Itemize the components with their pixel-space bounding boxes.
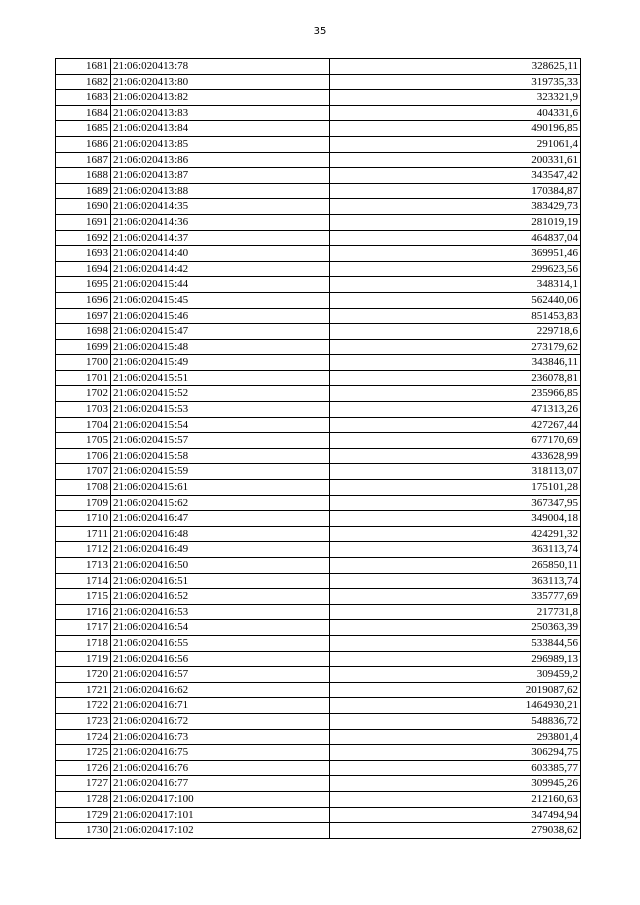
- cadastral-number-cell: 21:06:020416:73: [111, 729, 330, 745]
- cadastral-number-cell: 21:06:020415:46: [111, 308, 330, 324]
- row-number-cell: 1687: [56, 152, 111, 168]
- value-cell: 603385,77: [330, 760, 581, 776]
- row-number-cell: 1698: [56, 324, 111, 340]
- table-row: [56, 464, 581, 480]
- table-row: [56, 324, 581, 340]
- row-number-cell: 1729: [56, 807, 111, 823]
- table-row: [56, 339, 581, 355]
- table-row: [56, 90, 581, 106]
- cadastral-number-cell: 21:06:020413:80: [111, 74, 330, 90]
- row-number-cell: 1686: [56, 136, 111, 152]
- row-number-cell: 1705: [56, 433, 111, 449]
- cadastral-number-cell: 21:06:020416:56: [111, 651, 330, 667]
- value-cell: 383429,73: [330, 199, 581, 215]
- row-number-cell: 1694: [56, 261, 111, 277]
- table-row: [56, 136, 581, 152]
- table-row: [56, 261, 581, 277]
- cadastral-number-cell: 21:06:020413:86: [111, 152, 330, 168]
- value-cell: 349004,18: [330, 511, 581, 527]
- cadastral-number-cell: 21:06:020416:47: [111, 511, 330, 527]
- table-row: [56, 448, 581, 464]
- row-number-cell: 1683: [56, 90, 111, 106]
- table-row: [56, 791, 581, 807]
- value-cell: 229718,6: [330, 324, 581, 340]
- table-row: [56, 246, 581, 262]
- value-cell: 309459,2: [330, 667, 581, 683]
- cadastral-number-cell: 21:06:020414:40: [111, 246, 330, 262]
- table-row: [56, 667, 581, 683]
- cadastral-number-cell: 21:06:020415:49: [111, 355, 330, 371]
- row-number-cell: 1690: [56, 199, 111, 215]
- cadastral-value-table: [55, 58, 581, 839]
- cadastral-number-cell: 21:06:020415:57: [111, 433, 330, 449]
- value-cell: 851453,83: [330, 308, 581, 324]
- cadastral-number-cell: 21:06:020415:58: [111, 448, 330, 464]
- table-row: [56, 386, 581, 402]
- row-number-cell: 1682: [56, 74, 111, 90]
- cadastral-number-cell: 21:06:020413:82: [111, 90, 330, 106]
- row-number-cell: 1725: [56, 745, 111, 761]
- table-row: [56, 729, 581, 745]
- value-cell: 273179,62: [330, 339, 581, 355]
- value-cell: 291061,4: [330, 136, 581, 152]
- table-row: [56, 214, 581, 230]
- cadastral-number-cell: 21:06:020416:53: [111, 604, 330, 620]
- cadastral-number-cell: 21:06:020416:75: [111, 745, 330, 761]
- row-number-cell: 1685: [56, 121, 111, 137]
- cadastral-number-cell: 21:06:020413:87: [111, 168, 330, 184]
- cadastral-number-cell: 21:06:020415:62: [111, 495, 330, 511]
- cadastral-number-cell: 21:06:020414:42: [111, 261, 330, 277]
- cadastral-number-cell: 21:06:020414:36: [111, 214, 330, 230]
- value-cell: 548836,72: [330, 713, 581, 729]
- row-number-cell: 1706: [56, 448, 111, 464]
- table-row: [56, 620, 581, 636]
- table-row: [56, 433, 581, 449]
- table-row: [56, 183, 581, 199]
- table-row: [56, 199, 581, 215]
- row-number-cell: 1715: [56, 589, 111, 605]
- cadastral-number-cell: 21:06:020416:76: [111, 760, 330, 776]
- value-cell: 433628,99: [330, 448, 581, 464]
- value-cell: 562440,06: [330, 292, 581, 308]
- value-cell: 343846,11: [330, 355, 581, 371]
- cadastral-number-cell: 21:06:020416:50: [111, 558, 330, 574]
- value-cell: 250363,39: [330, 620, 581, 636]
- cadastral-number-cell: 21:06:020417:101: [111, 807, 330, 823]
- row-number-cell: 1723: [56, 713, 111, 729]
- value-cell: 318113,07: [330, 464, 581, 480]
- value-cell: 1464930,21: [330, 698, 581, 714]
- cadastral-number-cell: 21:06:020416:55: [111, 635, 330, 651]
- row-number-cell: 1701: [56, 370, 111, 386]
- table-row: [56, 59, 581, 75]
- table-row: [56, 105, 581, 121]
- cadastral-number-cell: 21:06:020415:45: [111, 292, 330, 308]
- row-number-cell: 1689: [56, 183, 111, 199]
- table-row: [56, 589, 581, 605]
- value-cell: 319735,33: [330, 74, 581, 90]
- table-row: [56, 713, 581, 729]
- table-row: [56, 292, 581, 308]
- row-number-cell: 1728: [56, 791, 111, 807]
- row-number-cell: 1708: [56, 480, 111, 496]
- value-cell: 2019087,62: [330, 682, 581, 698]
- row-number-cell: 1710: [56, 511, 111, 527]
- cadastral-number-cell: 21:06:020415:48: [111, 339, 330, 355]
- table-row: [56, 495, 581, 511]
- value-cell: 236078,81: [330, 370, 581, 386]
- cadastral-number-cell: 21:06:020415:52: [111, 386, 330, 402]
- cadastral-number-cell: 21:06:020413:85: [111, 136, 330, 152]
- row-number-cell: 1695: [56, 277, 111, 293]
- row-number-cell: 1691: [56, 214, 111, 230]
- table-row: [56, 542, 581, 558]
- cadastral-number-cell: 21:06:020416:48: [111, 526, 330, 542]
- cadastral-number-cell: 21:06:020416:71: [111, 698, 330, 714]
- value-cell: 217731,8: [330, 604, 581, 620]
- row-number-cell: 1730: [56, 823, 111, 839]
- value-cell: 343547,42: [330, 168, 581, 184]
- value-cell: 323321,9: [330, 90, 581, 106]
- value-cell: 293801,4: [330, 729, 581, 745]
- cadastral-number-cell: 21:06:020413:83: [111, 105, 330, 121]
- value-cell: 265850,11: [330, 558, 581, 574]
- row-number-cell: 1696: [56, 292, 111, 308]
- value-cell: 404331,6: [330, 105, 581, 121]
- cadastral-number-cell: 21:06:020415:51: [111, 370, 330, 386]
- table-row: [56, 558, 581, 574]
- table-row: [56, 230, 581, 246]
- row-number-cell: 1697: [56, 308, 111, 324]
- cadastral-number-cell: 21:06:020416:51: [111, 573, 330, 589]
- value-cell: 533844,56: [330, 635, 581, 651]
- table-row: [56, 277, 581, 293]
- value-cell: 464837,04: [330, 230, 581, 246]
- table-row: [56, 74, 581, 90]
- row-number-cell: 1707: [56, 464, 111, 480]
- table-row: [56, 168, 581, 184]
- cadastral-number-cell: 21:06:020415:61: [111, 480, 330, 496]
- cadastral-number-cell: 21:06:020415:53: [111, 402, 330, 418]
- value-cell: 363113,74: [330, 573, 581, 589]
- table-row: [56, 635, 581, 651]
- table-row: [56, 308, 581, 324]
- row-number-cell: 1703: [56, 402, 111, 418]
- cadastral-number-cell: 21:06:020415:59: [111, 464, 330, 480]
- value-cell: 170384,87: [330, 183, 581, 199]
- value-cell: 347494,94: [330, 807, 581, 823]
- value-cell: 306294,75: [330, 745, 581, 761]
- value-cell: 328625,11: [330, 59, 581, 75]
- row-number-cell: 1681: [56, 59, 111, 75]
- table-row: [56, 480, 581, 496]
- value-cell: 348314,1: [330, 277, 581, 293]
- row-number-cell: 1714: [56, 573, 111, 589]
- value-cell: 200331,61: [330, 152, 581, 168]
- cadastral-number-cell: 21:06:020415:54: [111, 417, 330, 433]
- cadastral-number-cell: 21:06:020417:102: [111, 823, 330, 839]
- row-number-cell: 1712: [56, 542, 111, 558]
- table-row: [56, 355, 581, 371]
- row-number-cell: 1716: [56, 604, 111, 620]
- row-number-cell: 1699: [56, 339, 111, 355]
- cadastral-number-cell: 21:06:020416:49: [111, 542, 330, 558]
- row-number-cell: 1692: [56, 230, 111, 246]
- row-number-cell: 1719: [56, 651, 111, 667]
- value-cell: 427267,44: [330, 417, 581, 433]
- value-cell: 677170,69: [330, 433, 581, 449]
- row-number-cell: 1713: [56, 558, 111, 574]
- row-number-cell: 1720: [56, 667, 111, 683]
- table-row: [56, 417, 581, 433]
- value-cell: 335777,69: [330, 589, 581, 605]
- table-body: [56, 59, 581, 839]
- value-cell: 363113,74: [330, 542, 581, 558]
- row-number-cell: 1704: [56, 417, 111, 433]
- cadastral-number-cell: 21:06:020416:57: [111, 667, 330, 683]
- cadastral-number-cell: 21:06:020417:100: [111, 791, 330, 807]
- cadastral-number-cell: 21:06:020414:37: [111, 230, 330, 246]
- page-number: 35: [313, 26, 327, 37]
- value-cell: 490196,85: [330, 121, 581, 137]
- table-row: [56, 402, 581, 418]
- table-row: [56, 682, 581, 698]
- cadastral-number-cell: 21:06:020416:62: [111, 682, 330, 698]
- value-cell: 299623,56: [330, 261, 581, 277]
- value-cell: 296989,13: [330, 651, 581, 667]
- value-cell: 471313,26: [330, 402, 581, 418]
- cadastral-number-cell: 21:06:020413:88: [111, 183, 330, 199]
- table-row: [56, 604, 581, 620]
- table-row: [56, 745, 581, 761]
- table-row: [56, 121, 581, 137]
- row-number-cell: 1727: [56, 776, 111, 792]
- value-cell: 212160,63: [330, 791, 581, 807]
- table-row: [56, 776, 581, 792]
- row-number-cell: 1717: [56, 620, 111, 636]
- cadastral-number-cell: 21:06:020416:72: [111, 713, 330, 729]
- row-number-cell: 1688: [56, 168, 111, 184]
- cadastral-number-cell: 21:06:020415:47: [111, 324, 330, 340]
- row-number-cell: 1684: [56, 105, 111, 121]
- cadastral-number-cell: 21:06:020415:44: [111, 277, 330, 293]
- table-row: [56, 370, 581, 386]
- row-number-cell: 1724: [56, 729, 111, 745]
- cadastral-number-cell: 21:06:020416:54: [111, 620, 330, 636]
- value-cell: 369951,46: [330, 246, 581, 262]
- value-cell: 367347,95: [330, 495, 581, 511]
- value-cell: 424291,32: [330, 526, 581, 542]
- value-cell: 281019,19: [330, 214, 581, 230]
- value-cell: 309945,26: [330, 776, 581, 792]
- value-cell: 175101,28: [330, 480, 581, 496]
- row-number-cell: 1693: [56, 246, 111, 262]
- row-number-cell: 1711: [56, 526, 111, 542]
- table-row: [56, 807, 581, 823]
- table-row: [56, 511, 581, 527]
- row-number-cell: 1721: [56, 682, 111, 698]
- row-number-cell: 1709: [56, 495, 111, 511]
- table-row: [56, 526, 581, 542]
- cadastral-number-cell: 21:06:020413:84: [111, 121, 330, 137]
- row-number-cell: 1700: [56, 355, 111, 371]
- value-cell: 279038,62: [330, 823, 581, 839]
- table-row: [56, 823, 581, 839]
- cadastral-number-cell: 21:06:020413:78: [111, 59, 330, 75]
- row-number-cell: 1702: [56, 386, 111, 402]
- cadastral-number-cell: 21:06:020414:35: [111, 199, 330, 215]
- table-row: [56, 573, 581, 589]
- cadastral-number-cell: 21:06:020416:52: [111, 589, 330, 605]
- row-number-cell: 1722: [56, 698, 111, 714]
- row-number-cell: 1726: [56, 760, 111, 776]
- value-cell: 235966,85: [330, 386, 581, 402]
- row-number-cell: 1718: [56, 635, 111, 651]
- table-row: [56, 152, 581, 168]
- cadastral-number-cell: 21:06:020416:77: [111, 776, 330, 792]
- table-row: [56, 651, 581, 667]
- table-row: [56, 760, 581, 776]
- table-row: [56, 698, 581, 714]
